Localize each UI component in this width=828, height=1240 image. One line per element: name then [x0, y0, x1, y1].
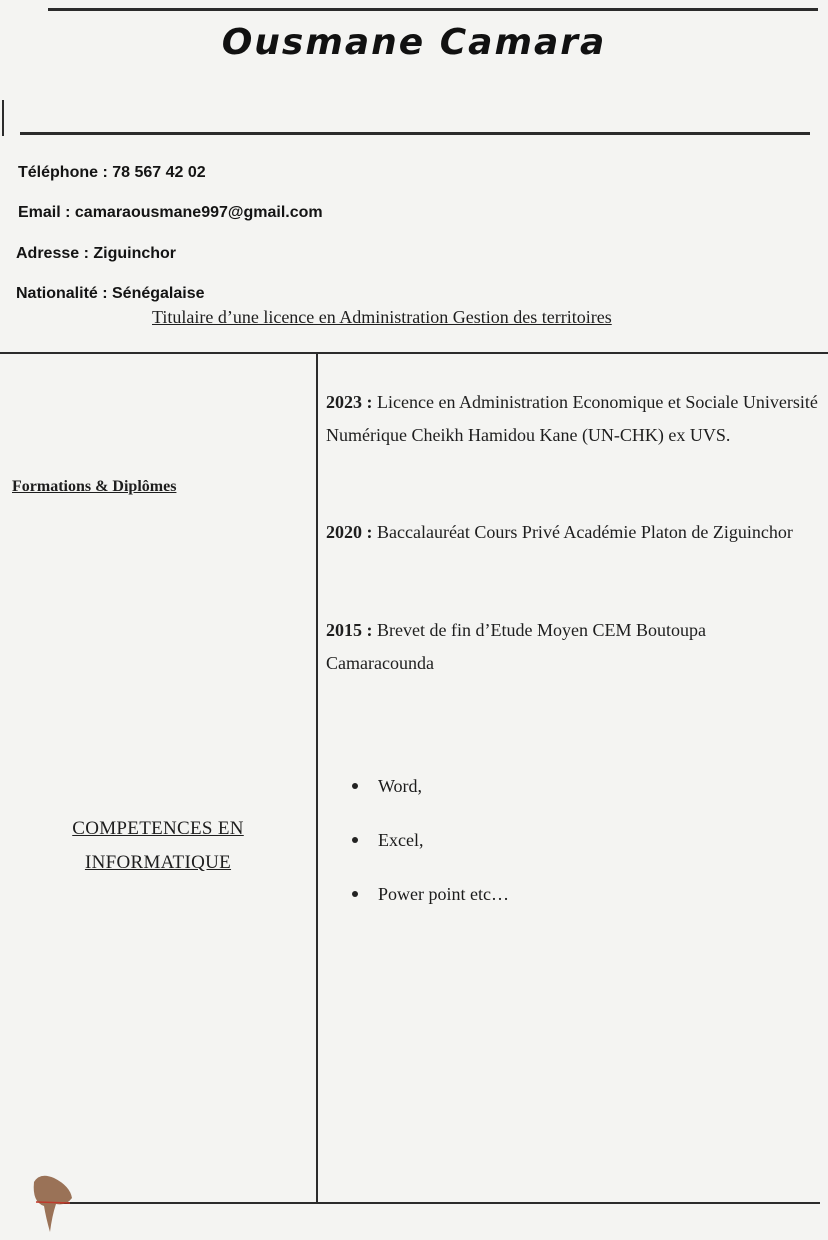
formations-label: Formations & Diplômes	[12, 478, 177, 495]
candidate-name: Ousmane Camara	[221, 22, 607, 63]
bullet-icon	[352, 837, 358, 843]
phone-line: Téléphone : 78 567 42 02	[18, 164, 206, 181]
bullet-icon	[352, 783, 358, 789]
bullet-icon	[352, 891, 358, 897]
skill-item	[350, 772, 509, 826]
education-text: Brevet de fin d’Etude Moyen CEM Boutoupa Camaracounda	[326, 620, 706, 673]
address-line: Adresse : Ziguinchor	[16, 245, 177, 262]
skill-item	[350, 826, 509, 880]
header-top-rule	[48, 8, 818, 11]
skill-label: Word,	[378, 776, 423, 796]
education-year: 2015 :	[326, 620, 373, 640]
email-line: Email : camaraousmane997@gmail.com	[18, 204, 323, 221]
paper-stain-mark	[30, 1172, 74, 1234]
header-bottom-rule	[20, 132, 810, 135]
nationality-line: Nationalité : Sénégalaise	[16, 285, 205, 302]
table-column-divider	[316, 352, 318, 1204]
skills-list	[350, 772, 509, 934]
skill-item	[350, 880, 509, 934]
education-year: 2023 :	[326, 392, 373, 412]
skill-label: Power point etc…	[378, 884, 509, 904]
table-top-rule	[0, 352, 828, 354]
education-text: Licence en Administration Economique et Sociale Université Numérique Cheikh Hamidou Kane (UN-CHK) ex UVS.	[326, 392, 818, 445]
competences-label-line2: INFORMATIQUE	[84, 852, 232, 873]
skill-label: Excel,	[378, 830, 424, 850]
table-bottom-rule	[60, 1202, 820, 1204]
header-left-border	[2, 100, 4, 136]
education-entry-2015	[326, 614, 818, 680]
education-text: Baccalauréat Cours Privé Académie Platon de Ziguinchor	[372, 522, 793, 542]
education-entry-2023	[326, 386, 818, 452]
competences-label	[18, 812, 298, 880]
education-year: 2020 :	[326, 522, 373, 542]
education-entry-2020	[326, 516, 818, 549]
degree-tagline: Titulaire d’une licence en Administration Gestion des territoires	[152, 307, 612, 327]
competences-label-line1: COMPETENCES EN	[72, 818, 244, 839]
